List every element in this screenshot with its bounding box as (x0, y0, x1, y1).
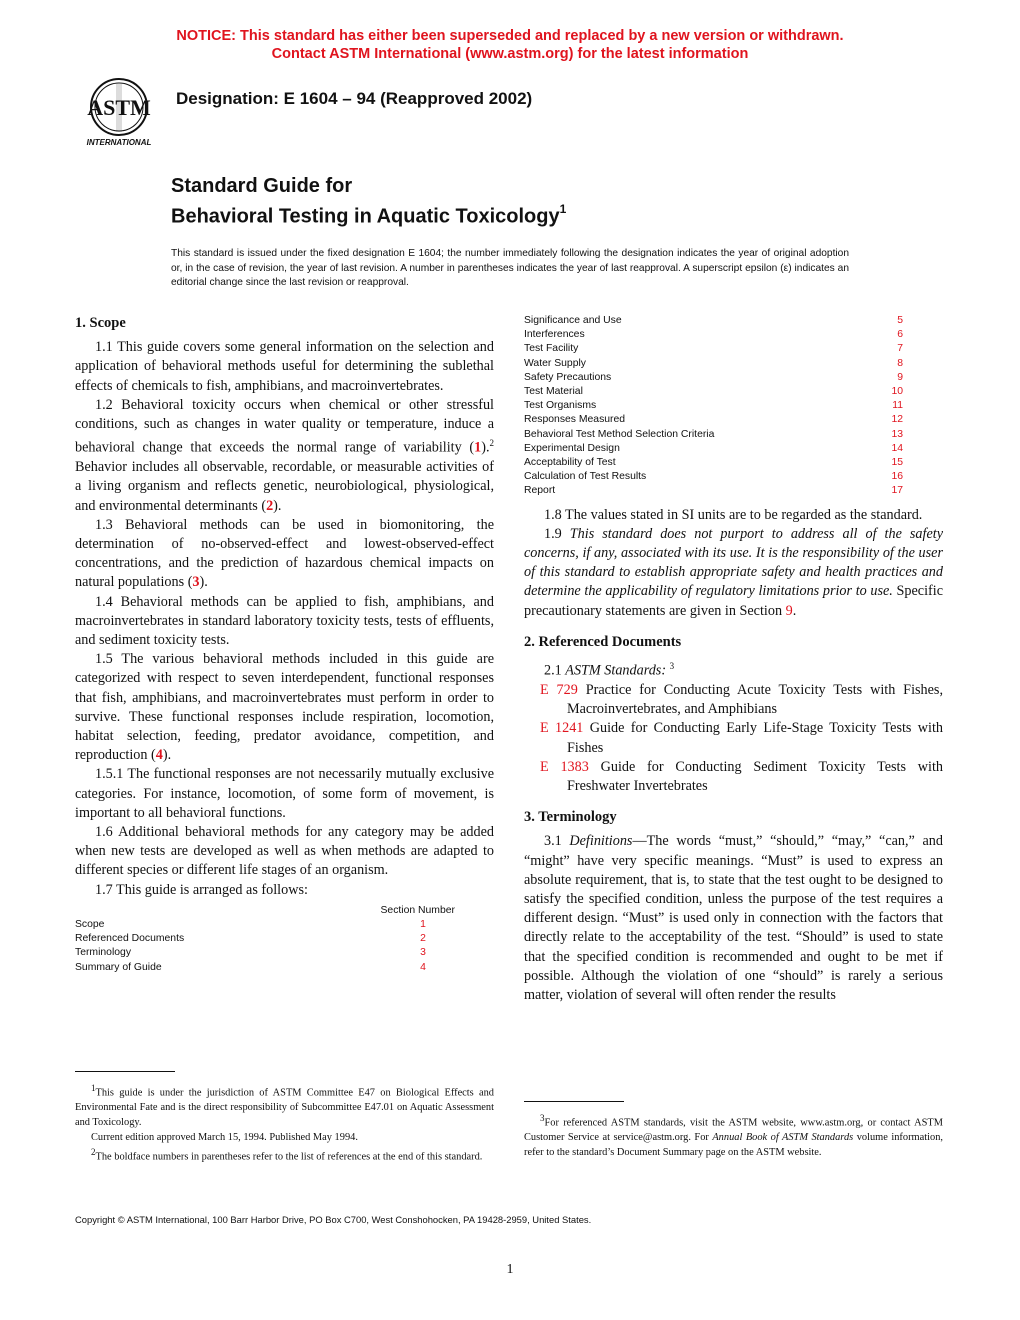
referenced-doc-item (540, 681, 943, 719)
toc-label: Summary of Guide (75, 961, 162, 973)
toc-label: Test Material (524, 386, 583, 398)
p1-5-text-a: 1.5 The various behavioral methods included in this guide are categorized with respect to seven interdependent, functional responses that fish, amphibians, and macroinvertebrates must perform in order to survive. These functional responses include respiration, locomotion, habitat selection, feeding, predator avoidance, competition, and reproduction ( (75, 651, 494, 764)
toc-row (524, 385, 903, 399)
section-heading-terminology: 3. Terminology (524, 809, 617, 826)
toc-section-link[interactable]: 12 (891, 414, 903, 426)
referenced-doc-item (540, 758, 943, 796)
paragraph-3-1 (524, 832, 943, 1005)
toc-section-link[interactable]: 4 (420, 961, 426, 973)
toc-row (524, 342, 903, 356)
footnote-1-text: This guide is under the jurisdiction of ASTM Committee E47 on Biological Effects and Environmental Fate and is the direct responsibility of Subcommittee E47.01 on Aquatic Assessment and Toxicology. (75, 1087, 494, 1129)
withdrawal-notice (0, 27, 1020, 63)
paragraph-1-5 (75, 650, 494, 765)
toc-row (524, 399, 903, 413)
title-footnote-mark: 1 (559, 202, 567, 216)
footnote-divider-left (75, 1071, 175, 1072)
toc-label: Terminology (75, 947, 132, 959)
toc-row (524, 314, 903, 328)
title-line-2-text: Behavioral Testing in Aquatic Toxicology (171, 205, 560, 228)
doc-title: Guide for Conducting Early Life-Stage Toxicity Tests with Fishes (567, 720, 944, 756)
toc-section-link[interactable]: 13 (891, 428, 903, 440)
footnote-3-mark: 3 (540, 1113, 545, 1123)
paragraph-1-4: 1.4 Behavioral methods can be applied to fish, amphibians, and macroinvertebrates in standard laboratory toxicity tests, tests of effluents, and sediment toxicity tests. (75, 593, 494, 648)
toc-label: Test Facility (524, 343, 579, 355)
toc-row (524, 470, 903, 484)
toc-label: Referenced Documents (75, 933, 185, 945)
p1-9-text: Specific precautionary statements are given in Section (524, 583, 944, 619)
toc-row (75, 946, 455, 960)
p3-1-text: —The words “must,” “should,” “may,” “can,” and “might” have very specific meanings. “Must” is used to express an absolute requirement, that is, to state that the test ought to be designed to satisfy the specified condition, unless the purpose of the test requires a different design. “Must” is used only in connection with the factors that directly relate to the acceptability of the test. “Should” is used to state that the specified condition is recommended and ought to be met if possible. Although the violation of one “should” is rarely a serious matter, violation of several will often render the results (524, 833, 943, 1004)
toc-label: Scope (75, 919, 105, 931)
paragraph-1-3 (75, 516, 494, 593)
toc-section-link[interactable]: 11 (892, 400, 903, 412)
copyright-line: Copyright © ASTM International, 100 Barr Harbor Drive, PO Box C700, West Conshohocken, PA 19428-2959, United States. (75, 1214, 592, 1225)
toc-row (524, 484, 903, 498)
footnote-3-text-b: volume information, refer to the standard’s Document Summary page on the ASTM website. (524, 1132, 943, 1159)
p1-9-end: . (792, 602, 797, 619)
toc-label: Test Organisms (524, 400, 597, 412)
logo-subtext: INTERNATIONAL (86, 138, 152, 147)
p1-2-text-c: Behavior includes all observable, recordable, or measurable activities of a living organism and reflects genetic, neurobiological, physiological, and environmental determinants ( (75, 459, 494, 514)
doc-title: Practice for Conducting Acute Toxicity Tests with Fishes, Macroinvertebrates, and Amphibians (567, 682, 943, 718)
p1-3-text-b: ). (199, 574, 208, 591)
contents-table-right (524, 314, 943, 499)
reference-link-3[interactable]: 3 (192, 574, 200, 591)
left-column (75, 314, 494, 975)
toc-label: Interferences (524, 329, 585, 341)
footnote-divider-right (524, 1101, 624, 1102)
footnote-2-text: The boldface numbers in parentheses refer to the list of references at the end of this standard. (95, 1151, 483, 1163)
toc-label: Responses Measured (524, 414, 626, 426)
doc-code-link[interactable]: E 729 (540, 682, 578, 698)
p1-2-text-d: ). (273, 497, 282, 514)
toc-row (524, 357, 903, 371)
footnote-1 (75, 1081, 494, 1130)
paragraph-1-6: 1.6 Additional behavioral methods for any category may be added when new tests are developed as well as when methods are adapted to different species or different life stages of an organism. (75, 824, 494, 879)
astm-logo (76, 78, 162, 148)
toc-label: Significance and Use (524, 315, 622, 326)
toc-section-link[interactable]: 2 (420, 933, 426, 945)
section-heading-referenced-documents: 2. Referenced Documents (524, 633, 682, 650)
footnote-1-mark: 1 (91, 1083, 96, 1093)
toc-row (524, 371, 903, 385)
p1-2-text-b: ). (481, 439, 490, 456)
paragraph-1-5-1: 1.5.1 The functional responses are not necessarily mutually exclusive categories. For instance, locomotion, of some form of movement, is important to all behavioral functions. (75, 766, 494, 821)
section-9-link[interactable]: 9 (785, 602, 793, 619)
toc-section-link[interactable]: 15 (891, 457, 903, 469)
page-number: 1 (506, 1262, 514, 1277)
footnote-3 (524, 1111, 943, 1160)
toc-section-link[interactable]: 16 (891, 471, 903, 483)
toc-section-link[interactable]: 14 (891, 442, 903, 454)
designation: Designation: E 1604 – 94 (Reapproved 2002) (176, 89, 533, 108)
toc-row (524, 456, 903, 470)
p1-2-text-a: 1.2 Behavioral toxicity occurs when chemical or other stressful conditions, such as changes in water quality or temperature, induce a behavioral change that exceeds the normal range of variability ( (75, 396, 494, 456)
toc-row (524, 328, 903, 342)
title-line-1: Standard Guide for (171, 175, 353, 197)
p1-5-text-b: ). (162, 747, 172, 764)
doc-title: Guide for Conducting Sediment Toxicity Tests with Freshwater Invertebrates (567, 758, 943, 795)
paragraph-1-8: 1.8 The values stated in SI units are to be regarded as the standard. (544, 506, 923, 523)
footnote-3-text-a: For referenced ASTM standards, visit the ASTM website, www.astm.org, or contact ASTM Customer Service at service@astm.org. For (524, 1117, 943, 1144)
toc-row (524, 413, 903, 427)
p3-1-label: Definitions (569, 833, 633, 850)
toc-section-link[interactable]: 6 (897, 329, 903, 341)
toc-label: Calculation of Test Results (524, 471, 647, 483)
logo-text: ASTM (87, 95, 151, 120)
toc-header: Section Number (380, 904, 455, 916)
toc-label: Acceptability of Test (524, 457, 616, 469)
p3-1-number: 3.1 (544, 833, 570, 850)
paragraph-2-1 (524, 657, 943, 681)
footnotes-right (524, 1111, 943, 1160)
notice-line-2: Contact ASTM International (www.astm.org) for the latest information (271, 46, 749, 62)
paragraph-1-2 (75, 396, 494, 516)
section-heading-scope: 1. Scope (75, 315, 126, 331)
reference-link-4[interactable]: 4 (155, 747, 163, 764)
right-column (524, 314, 943, 1005)
contents-table-left (75, 904, 494, 975)
toc-section-link[interactable]: 1 (420, 919, 426, 931)
footnote-2-mark: 2 (91, 1147, 96, 1158)
title-line-2 (171, 199, 566, 230)
p1-3-text-a: 1.3 Behavioral methods can be used in biomonitoring, the determination of no-observed-effect and lowest-observed-effect concentrations, and the prediction of hazardous chemical impacts on natural populations ( (75, 516, 494, 591)
astm-logo-icon (76, 78, 162, 148)
reference-link-2[interactable]: 2 (266, 497, 274, 514)
footnote-3-italic: Annual Book of ASTM Standards (712, 1132, 854, 1144)
doc-code-link[interactable]: E 1383 (540, 758, 589, 775)
doc-code-link[interactable]: E 1241 (540, 720, 584, 737)
toc-section-link[interactable]: 5 (897, 315, 903, 326)
footnote-1b: Current edition approved March 15, 1994. Published May 1994. (91, 1132, 358, 1144)
toc-row (75, 932, 455, 946)
p2-1-label: ASTM Standards: (565, 662, 667, 679)
footnote-mark-3: 3 (669, 661, 675, 672)
toc-label: Safety Precautions (524, 371, 612, 383)
toc-section-link[interactable]: 10 (891, 386, 903, 398)
toc-section-link[interactable]: 3 (420, 947, 426, 959)
toc-label: Behavioral Test Method Selection Criteria (524, 428, 715, 440)
footnote-mark-2: 2 (489, 438, 494, 449)
notice-line-1: NOTICE: This standard has either been superseded and replaced by a new version or withdrawn. (176, 28, 844, 44)
paragraph-1-9 (524, 525, 943, 621)
toc-row (75, 961, 455, 975)
document-title (171, 174, 566, 230)
p2-1-number: 2.1 (544, 662, 566, 679)
toc-section-link[interactable]: 9 (897, 371, 903, 383)
toc-section-link[interactable]: 17 (891, 485, 903, 497)
toc-section-link[interactable]: 7 (897, 343, 903, 355)
toc-row (75, 918, 455, 932)
p1-9-safety-text: This standard does not purport to address all of the safety concerns, if any, associated with its use. It is the responsibility of the user of this standard to establish appropriate safety and health practices and determine the applicability of regulatory limitations prior to use. (524, 525, 943, 600)
toc-row (524, 442, 903, 456)
toc-section-link[interactable]: 8 (897, 357, 903, 369)
footnote-2 (75, 1145, 494, 1164)
paragraph-1-1: 1.1 This guide covers some general information on the selection and application of behavioral methods useful for determining the sublethal effects of chemicals to fish, amphibians, and macroinvertebrates. (75, 339, 494, 394)
standard-intro: This standard is issued under the fixed designation E 1604; the number immediately following the designation indicates the year of original adoption or, in the case of revision, the year of last revision. A number in parentheses indicates the year of last reapproval. A superscript epsilon (ε) indicates an editorial change since the last revision or reapproval. (171, 248, 849, 288)
toc-label: Report (524, 485, 556, 497)
referenced-doc-item (540, 719, 944, 757)
toc-label: Water Supply (524, 357, 586, 369)
toc-label: Experimental Design (524, 442, 620, 454)
p1-9-number: 1.9 (544, 525, 570, 542)
reference-link-1[interactable]: 1 (474, 439, 482, 456)
footnotes-left (75, 1081, 494, 1165)
paragraph-1-7: 1.7 This guide is arranged as follows: (95, 881, 308, 898)
toc-row (524, 428, 903, 442)
